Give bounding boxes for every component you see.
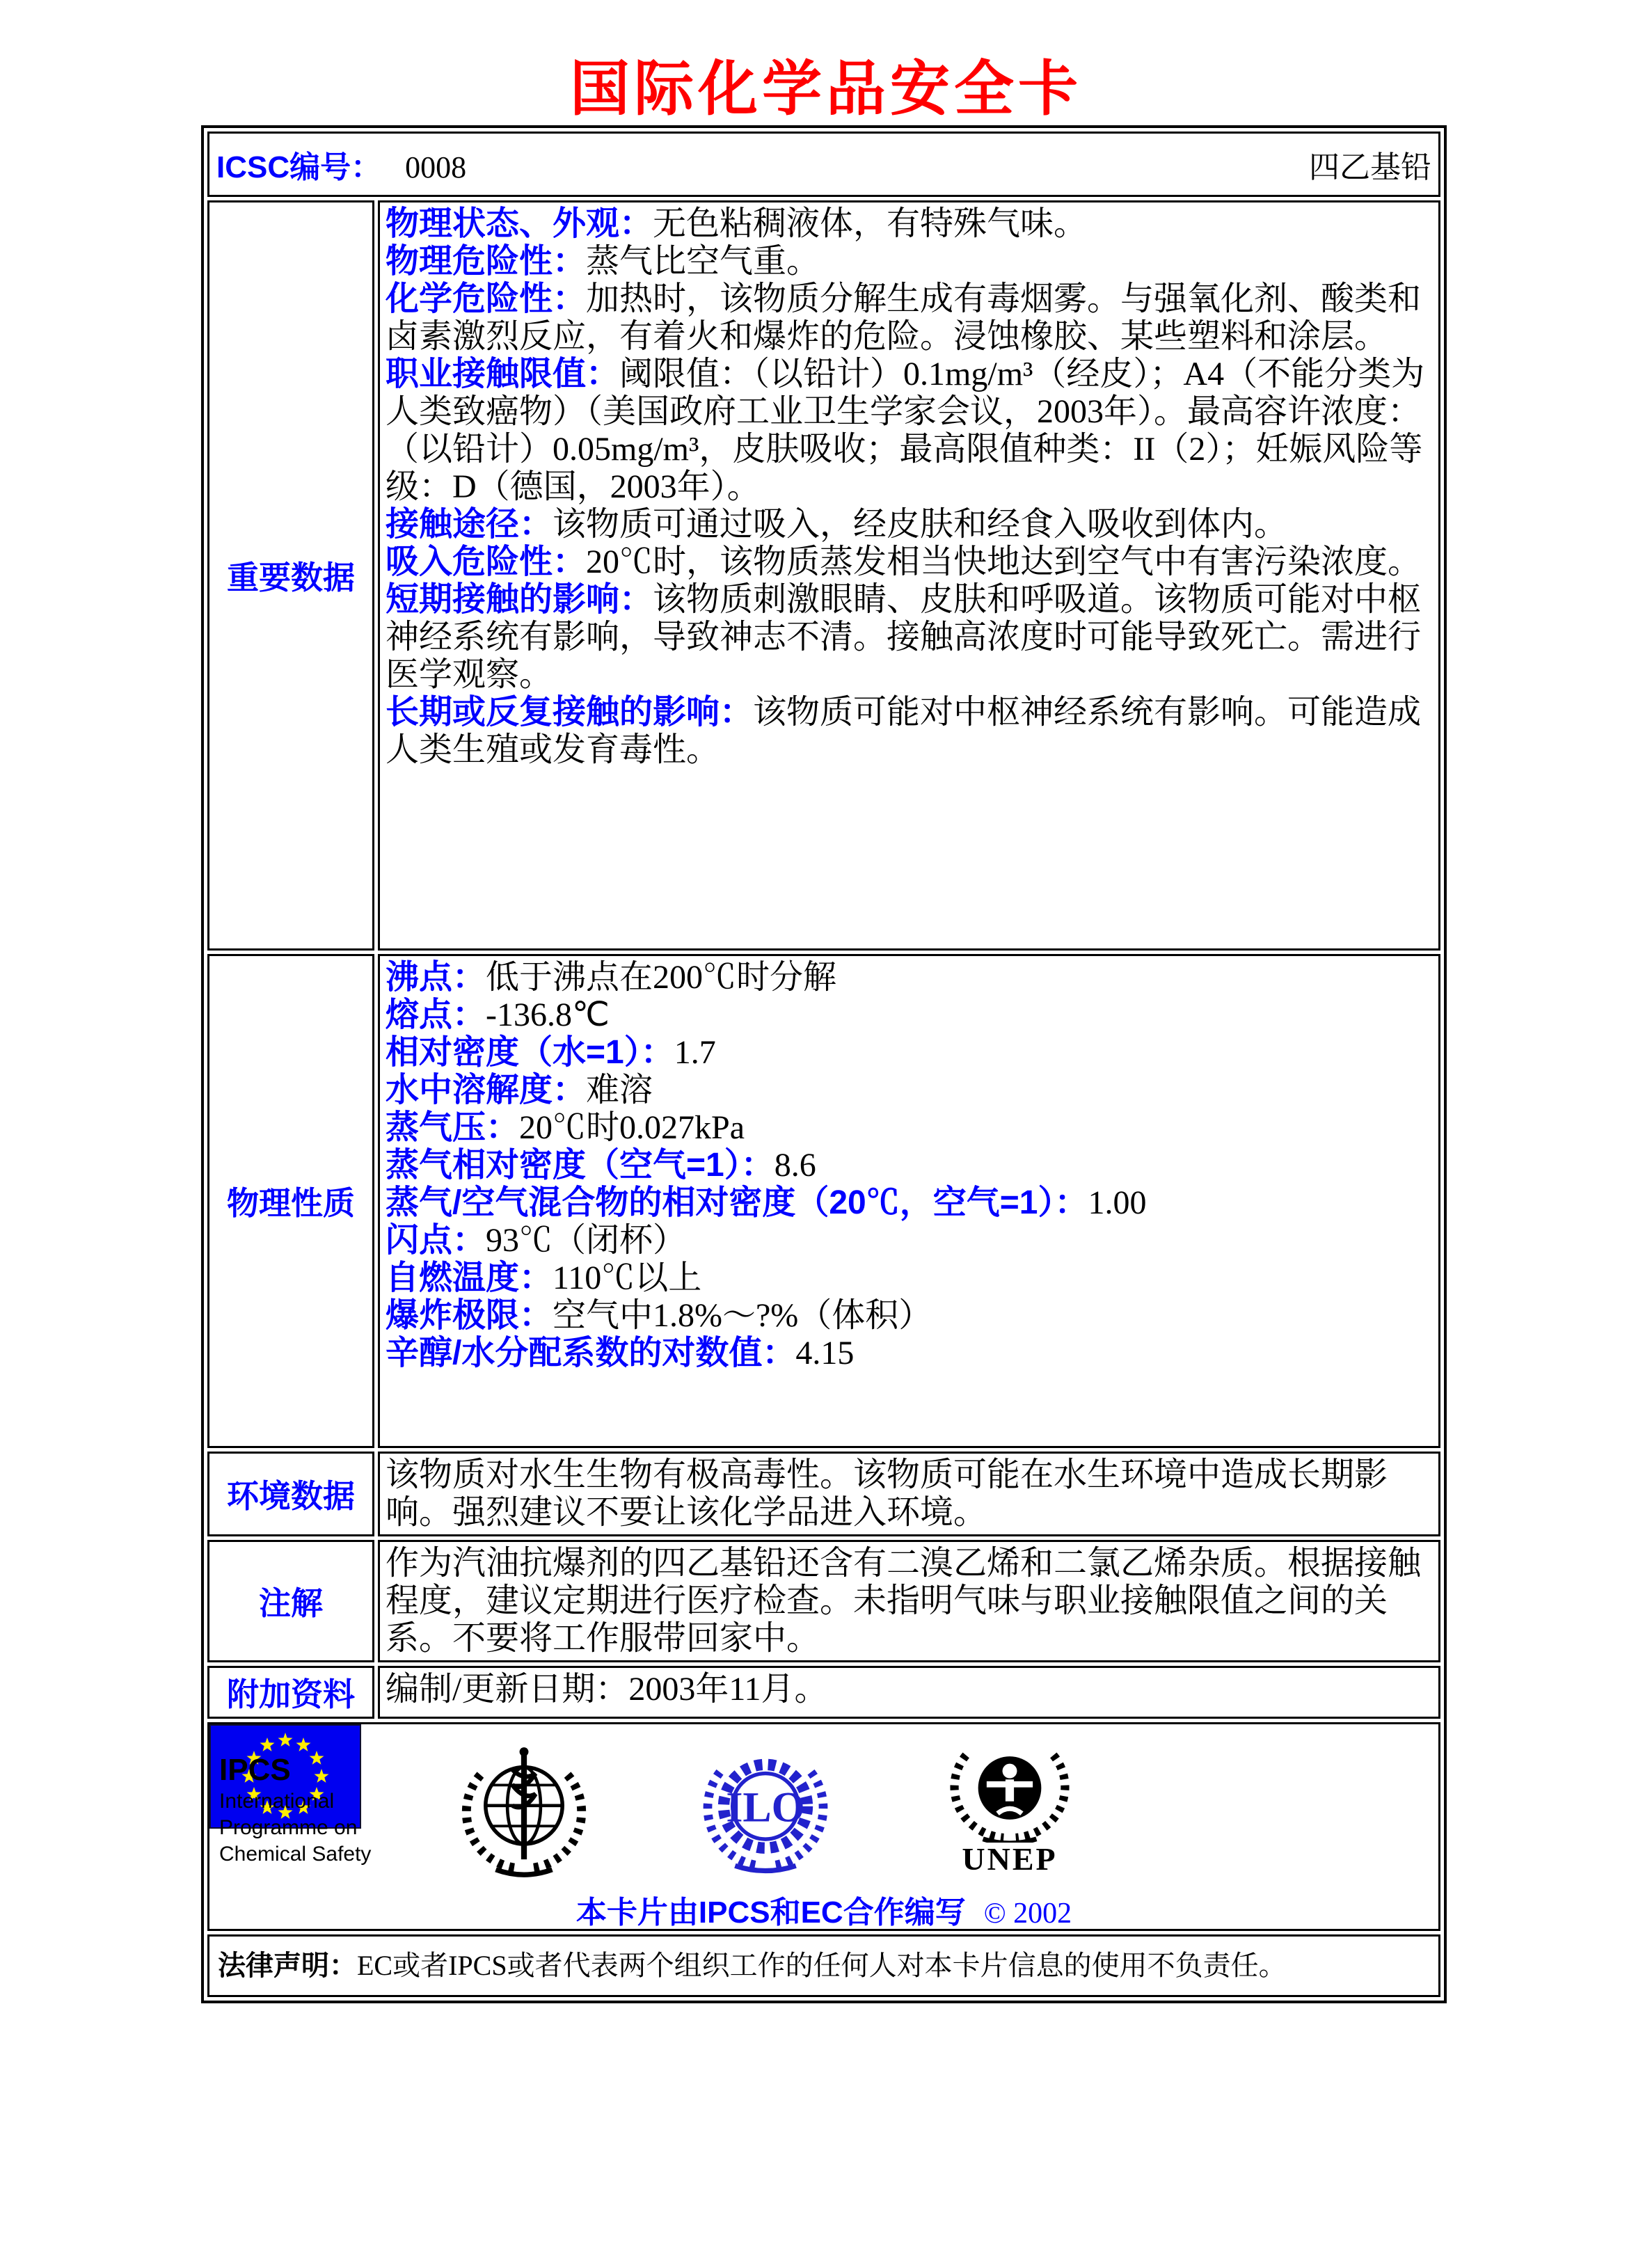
section-label-physical-properties: 物理性质 bbox=[207, 954, 374, 1448]
property-value: -136.8℃ bbox=[486, 996, 610, 1033]
property-line bbox=[386, 581, 1433, 694]
property-value: 20℃时0.027kPa bbox=[519, 1109, 745, 1146]
property-term: 蒸气压： bbox=[386, 1109, 520, 1146]
eu-star bbox=[278, 1733, 293, 1747]
property-term: 蒸气/空气混合物的相对密度（20℃，空气=1）： bbox=[386, 1184, 1088, 1221]
legal-row bbox=[207, 1934, 1440, 1997]
icsc-number-value: 0008 bbox=[405, 150, 467, 184]
physical-properties-content bbox=[378, 954, 1440, 1448]
property-line bbox=[386, 356, 1433, 506]
property-value: 93℃（闭杯） bbox=[486, 1222, 687, 1259]
property-value: 难溶 bbox=[586, 1072, 653, 1108]
property-term: 辛醇/水分配系数的对数值： bbox=[386, 1335, 796, 1372]
property-line bbox=[386, 1072, 1433, 1109]
property-term: 接触途径： bbox=[386, 506, 553, 543]
icsc-number-label: ICSC编号： bbox=[216, 150, 382, 184]
chemical-name: 四乙基铅 bbox=[1309, 150, 1431, 184]
property-term: 吸入危险性： bbox=[386, 543, 587, 580]
property-value: 低于沸点在200℃时分解 bbox=[486, 959, 837, 996]
property-line bbox=[386, 543, 1433, 581]
unep-logo-block bbox=[940, 1738, 1079, 1877]
credit-line bbox=[209, 1887, 1438, 1931]
who-logo bbox=[460, 1744, 588, 1880]
environmental-data-content bbox=[378, 1452, 1440, 1536]
notes-row bbox=[207, 1540, 1440, 1662]
section-label-important-data: 重要数据 bbox=[207, 200, 374, 951]
credit-text: 本卡片由IPCS和EC合作编写 bbox=[575, 1895, 966, 1930]
header-cell bbox=[207, 132, 1440, 197]
property-term: 自燃温度： bbox=[386, 1259, 553, 1296]
unep-logo bbox=[948, 1738, 1071, 1843]
property-term: 长期或反复接触的影响： bbox=[386, 694, 754, 731]
property-value: 该物质可能对中枢神经系统有影响。可能造成人类生殖或发育毒性。 bbox=[386, 694, 1422, 768]
ipcs-subtitle-line2: Programme on bbox=[219, 1816, 358, 1839]
property-line bbox=[386, 1184, 1433, 1222]
copyright-text: © 2002 bbox=[983, 1898, 1072, 1930]
logos-row bbox=[207, 1722, 1440, 1931]
additional-info-content bbox=[378, 1666, 1440, 1719]
property-value: 110℃以上 bbox=[553, 1259, 702, 1296]
property-line bbox=[386, 1034, 1433, 1072]
legal-cell bbox=[207, 1934, 1440, 1997]
section-label-environmental-data: 环境数据 bbox=[207, 1452, 374, 1536]
notes-text: 作为汽油抗爆剂的四乙基铅还含有二溴乙烯和二氯乙烯杂质。根据接触程度，建议定期进行医疗检查。未指明气味与职业接触限值之间的关系。不要将工作服带回家中。 bbox=[386, 1545, 1422, 1657]
additional-info-row bbox=[207, 1666, 1440, 1719]
property-term: 相对密度（水=1）： bbox=[386, 1034, 674, 1071]
property-line bbox=[386, 1297, 1433, 1335]
property-line bbox=[386, 1335, 1433, 1372]
property-term: 爆炸极限： bbox=[386, 1297, 553, 1334]
property-line bbox=[386, 1147, 1433, 1184]
property-term: 化学危险性： bbox=[386, 280, 587, 317]
property-line bbox=[386, 243, 1433, 280]
eu-star bbox=[260, 1738, 275, 1751]
property-line bbox=[386, 205, 1433, 243]
property-line bbox=[386, 694, 1433, 769]
important-data-row bbox=[207, 200, 1440, 951]
physical-properties-row bbox=[207, 954, 1440, 1448]
property-term: 沸点： bbox=[386, 959, 486, 996]
additional-info-text: 编制/更新日期：2003年11月。 bbox=[386, 1671, 828, 1708]
property-line bbox=[386, 959, 1433, 996]
property-value: 空气中1.8%～?%（体积） bbox=[553, 1297, 932, 1334]
ilo-logo bbox=[702, 1749, 829, 1875]
icsc-card-table bbox=[201, 125, 1447, 2003]
important-data-content bbox=[378, 200, 1440, 951]
property-value: 4.15 bbox=[795, 1335, 855, 1372]
page-title: 国际化学品安全卡 bbox=[570, 56, 1082, 122]
property-value: 该物质刺激眼睛、皮肤和呼吸道。该物质可能对中枢神经系统有影响，导致神志不清。接触高浓度时可能导致死亡。需进行医学观察。 bbox=[386, 581, 1422, 693]
property-term: 物理危险性： bbox=[386, 243, 587, 280]
ipcs-text-block bbox=[219, 1752, 371, 1868]
svg-text:ILO: ILO bbox=[726, 1783, 805, 1831]
ipcs-subtitle-line1: International bbox=[219, 1790, 335, 1813]
legal-label: 法律声明： bbox=[218, 1950, 357, 1981]
property-line bbox=[386, 280, 1433, 356]
logos-cell bbox=[207, 1722, 1440, 1931]
legal-text: EC或者IPCS或者代表两个组织工作的任何人对本卡片信息的使用不负责任。 bbox=[357, 1950, 1287, 1981]
property-value: 8.6 bbox=[774, 1147, 816, 1184]
property-value: 加热时，该物质分解生成有毒烟雾。与强氧化剂、酸类和卤素激烈反应，有着火和爆炸的危险。浸蚀橡胶、某些塑料和涂层。 bbox=[386, 280, 1422, 355]
section-label-additional-info: 附加资料 bbox=[207, 1666, 374, 1719]
environmental-data-text: 该物质对水生生物有极高毒性。该物质可能在水生环境中造成长期影响。强烈建议不要让该化学品进入环境。 bbox=[386, 1456, 1388, 1531]
property-value: 20℃时，该物质蒸发相当快地达到空气中有害污染浓度。 bbox=[586, 543, 1422, 580]
environmental-data-row bbox=[207, 1452, 1440, 1536]
ipcs-title: IPCS bbox=[219, 1753, 291, 1787]
property-term: 熔点： bbox=[386, 996, 486, 1033]
property-value: 1.00 bbox=[1088, 1184, 1147, 1221]
property-term: 短期接触的影响： bbox=[386, 581, 653, 618]
property-value: 1.7 bbox=[674, 1034, 716, 1071]
eu-star bbox=[296, 1738, 311, 1751]
property-value: 阈限值：（以铅计）0.1mg/m³（经皮）；A4（不能分类为人类致癌物）（美国政府工业卫生学家会议，2003年）。最高容许浓度：（以铅计）0.05mg/m³，皮肤吸收；最高限值种类：II（2）；妊娠风险等级：D（德国，2003年）。 bbox=[386, 356, 1425, 505]
property-line bbox=[386, 1259, 1433, 1297]
property-line bbox=[386, 1109, 1433, 1147]
property-line bbox=[386, 506, 1433, 543]
property-line bbox=[386, 1222, 1433, 1259]
property-value: 无色粘稠液体，有特殊气味。 bbox=[653, 205, 1088, 242]
property-term: 蒸气相对密度（空气=1）： bbox=[386, 1147, 775, 1184]
notes-content bbox=[378, 1540, 1440, 1662]
property-value: 蒸气比空气重。 bbox=[586, 243, 820, 280]
property-term: 水中溶解度： bbox=[386, 1072, 587, 1108]
header-row bbox=[207, 132, 1440, 197]
property-term: 职业接触限值： bbox=[386, 356, 620, 392]
unep-label: UNEP bbox=[962, 1841, 1058, 1877]
property-line bbox=[386, 996, 1433, 1034]
property-value: 该物质可通过吸入，经皮肤和经食入吸收到体内。 bbox=[553, 506, 1288, 543]
property-term: 物理状态、外观： bbox=[386, 205, 653, 242]
ipcs-subtitle-line3: Chemical Safety bbox=[219, 1843, 372, 1866]
property-term: 闪点： bbox=[386, 1222, 486, 1259]
section-label-notes: 注解 bbox=[207, 1540, 374, 1662]
